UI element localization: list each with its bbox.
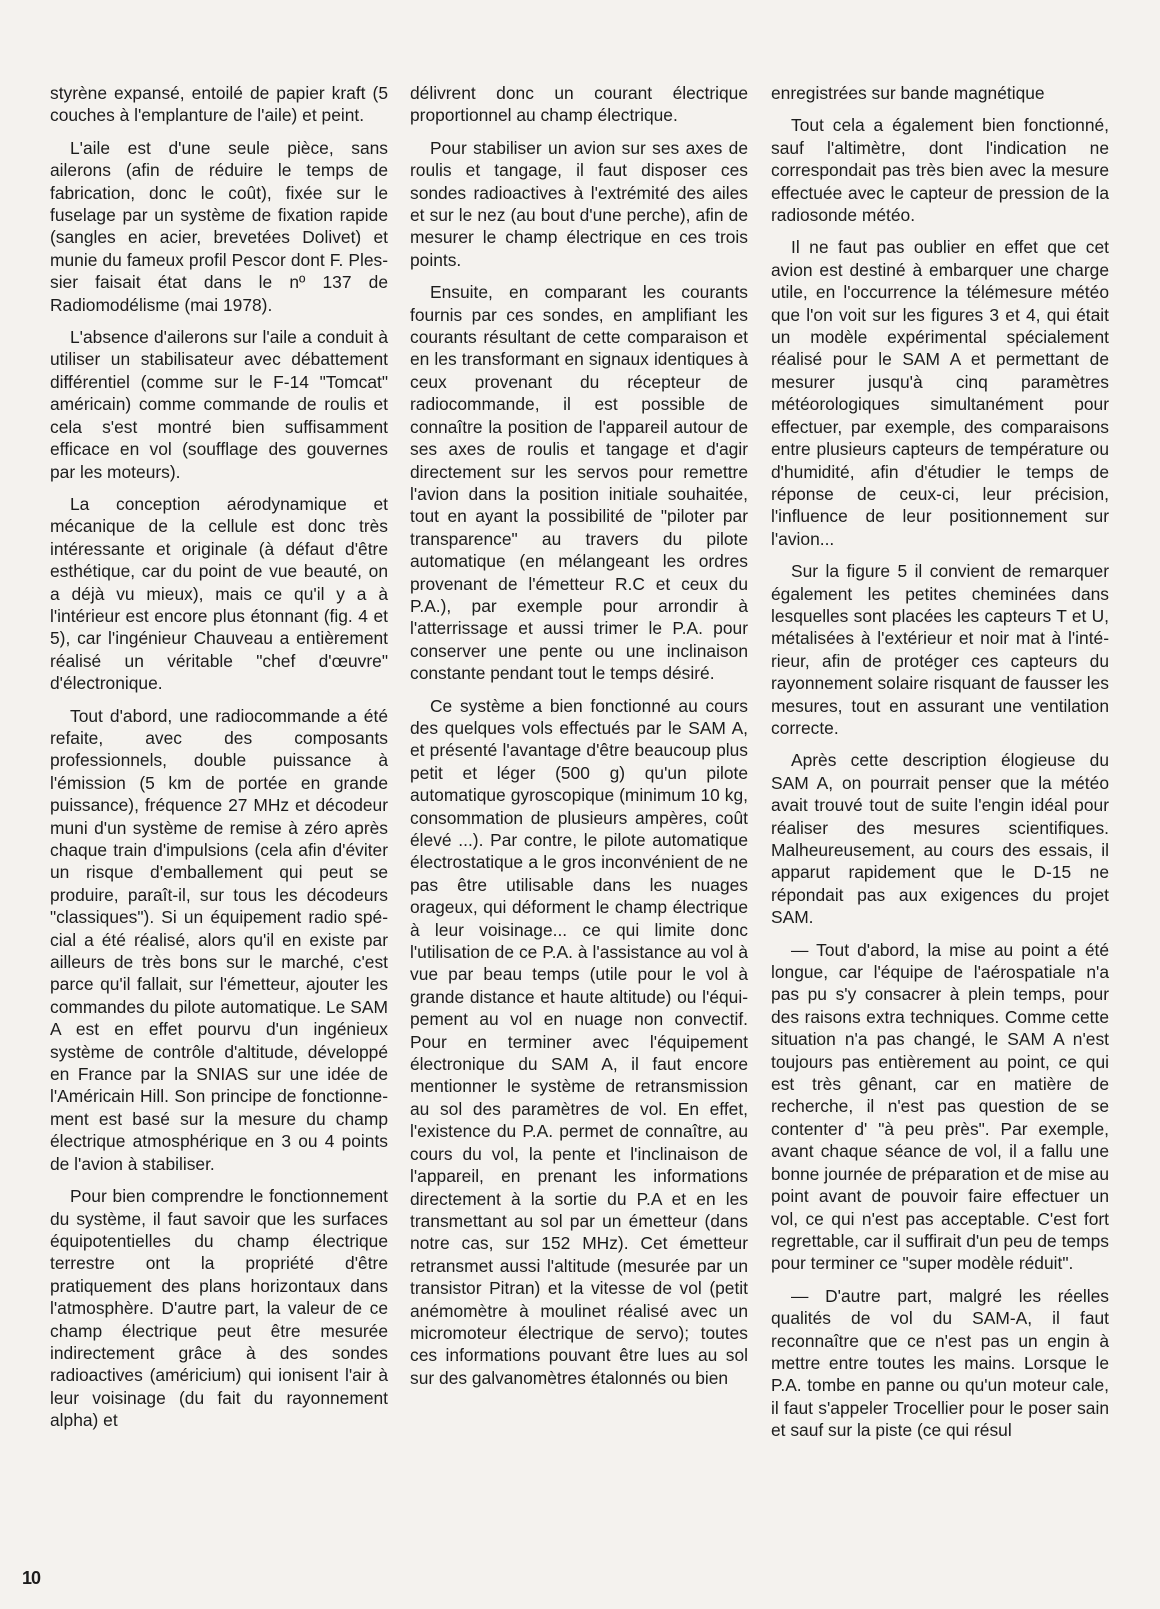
paragraph: Ce système a bien fonctionné au cours des quelques vols effectués par le SAM A, et présenté l'avantage d'être beaucoup plus petit et léger (500 g) qu'un pilote automatique gyroscopique (minimum 10 kg, consommation de plusieurs ampères, coût élevé ...). Par contre, le pilote automatique électrostatique a le gros inconvénient de ne pas être utilisable dans les nuages orageux, qui déforment le champ électrique à leur voisinage... ce qui limite donc l'utilisation de ce P.A. à l'assistance au vol à vue par beau temps (utile pour le vol à grande distance et haute altitude) ou l'équipement au vol en nuage non convectif. Pour en terminer avec l'équipement électronique du SAM A, il faut encore mentionner le système de retransmission au sol des paramètres de vol. En effet, l'existence du P.A. permet de connaître, au cours du vol, la pente et l'inclinaison de l'appareil, en prenant les informations directement à la sortie du P.A et en les transmettant au sol par un émetteur (dans notre cas, sur 152 MHz). Cet émetteur retransmet aussi l'altitude (mesurée par un transistor Pitran) et la vitesse de vol (petit anémomètre à moulinet réalisé avec un micromoteur électrique de servo); toutes ces informations pouvant être lues au sol sur des galvanomètres étalonnés ou bien [410, 695, 748, 1388]
paragraph: délivrent donc un courant électrique proportionnel au champ électrique. [410, 83, 748, 126]
text-column-2 [410, 82, 748, 1399]
paragraph: Tout cela a également bien fonctionné, sauf l'altimètre, dont l'indication ne correspondait pas très bien avec la mesure effectuée avec le capteur de pression de la radiosonde météo. [771, 115, 1109, 226]
paragraph: Il ne faut pas oublier en effet que cet avion est destiné à embarquer une charge utile, en l'occurrence la télémesure météo que l'on voit sur les figures 3 et 4, qui était un modèle expérimental spécialement réalisé pour le SAM A et permettant de mesurer jusqu'à cinq paramètres météorologiques simultanément pour effectuer, par exemple, des comparaisons entre plusieurs capteurs de température ou d'humidité, afin d'étudier le temps de réponse de ceux-ci, leur précision, l'influence de leur positionnement sur l'avion... [771, 237, 1109, 549]
paragraph: Tout d'abord, une radiocommande a été refaite, avec des composants professionnels, double puissance à l'émission (5 km de portée en grande puissance), fréquence 27 MHz et décodeur muni d'un système de remise à zéro après chaque train d'impulsions (cela afin d'éviter un risque d'emballement qui peut se produire, paraît-il, sur tous les décodeurs "classiques"). Si un équipement radio spécial a été réalisé, alors qu'il en existe par ailleurs de très bons sur le marché, c'est parce qu'il fallait, sur l'émetteur, ajouter les commandes du pilote automatique. Le SAM A est en effet pourvu d'un ingénieux système de contrôle d'altitude, développé en France par la SNIAS sur une idée de l'Américain Hill. Son principe de fonctionnement est basé sur la mesure du champ électrique atmosphérique en 3 ou 4 points de l'avion à stabiliser. [50, 705, 388, 1174]
paragraph: L'aile est d'une seule pièce, sans ailerons (afin de réduire le temps de fabrication, donc le coût), fixée sur le fuselage par un système de fixation rapide (sangles en acier, brevetées Dolivet) et munie du fameux profil Pescor dont F. Plessier faisait état dans le nº 137 de Radiomodélisme (mai 1978). [50, 137, 388, 315]
text-column-1 [50, 82, 388, 1442]
paragraph: styrène expansé, entoilé de papier kraft (5 couches à l'emplanture de l'aile) et peint. [50, 83, 388, 126]
paragraph: Sur la figure 5 il convient de remarquer également les petites cheminées dans lesquelles sont placées les capteurs T et U, métalisées à l'extérieur et noir mat à l'intérieur, afin de protéger ces capteurs du rayonnement solaire risquant de fausser les mesures, tout en assurant une ventilation correcte. [771, 561, 1109, 738]
paragraph: Après cette description élogieuse du SAM A, on pourrait penser que la météo avait trouvé tout de suite l'engin idéal pour réaliser des mesures scientifiques. Malheureusement, au cours des essais, il apparut rapidement que le D-15 ne répondait pas aux exigences du projet SAM. [771, 750, 1109, 928]
paragraph: — Tout d'abord, la mise au point a été longue, car l'équipe de l'aérospatiale n'a pas pu s'y consacrer à plein temps, pour des raisons extra techniques. Comme cette situation n'a pas changé, le SAM A n'est toujours pas entièrement au point, ce qui est très gênant, car en matière de recherche, il n'est pas question de se contenter d' "à peu près". Par exemple, avant chaque séance de vol, il a fallu une bonne journée de préparation et de mise au point avant de pouvoir faire effectuer un vol, ce qui n'est pas acceptable. C'est fort regrettable, car il suffirait d'un peu de temps pour terminer ce "super modèle réduit". [771, 939, 1109, 1274]
text-column-3 [771, 82, 1109, 1452]
paragraph: — D'autre part, malgré les réelles qualités de vol du SAM-A, il faut reconnaître que ce n'est pas un engin à mettre entre toutes les mains. Lorsque le P.A. tombe en panne ou qu'un moteur cale, il faut s'appeler Trocellier pour le poser sain et sauf sur la piste (ce qui résul [771, 1285, 1109, 1441]
paragraph: Ensuite, en comparant les courants fournis par ces sondes, en amplifiant les courants résultant de cette comparaison et en les transformant en signaux identiques à ceux provenant du récepteur de radiocommande, il est possible de connaître la position de l'appareil autour de ses axes de roulis et tangage et d'agir directement sur les servos pour remettre l'avion dans la position initiale souhaitée, tout en ayant la possibilité de "piloter par transparence" au travers du pilote automatique (en mélangeant les ordres provenant de l'émetteur R.C et ceux du P.A.), par exemple pour arrondir à l'atterrissage et aussi trimer le P.A. pour conserver une pente ou une inclinaison constante pendant tout le temps désiré. [410, 282, 748, 684]
paragraph: Pour stabiliser un avion sur ses axes de roulis et tangage, il faut disposer ces sondes radioactives à l'extrémité des ailes et sur le nez (au bout d'une perche), afin de mesurer le champ électrique en ces trois points. [410, 137, 748, 270]
paragraph: enregistrées sur bande magnétique [771, 83, 1045, 103]
paragraph: La conception aérodynamique et mécanique de la cellule est donc très intéressante et originale (à défaut d'être esthétique, car du point de vue beauté, on a déjà vu mieux), mais ce qu'il y a à l'intérieur est encore plus étonnant (fig. 4 et 5), car l'ingénieur Chauveau a entièrement réalisé un véritable "chef d'œuvre" d'électronique. [50, 493, 388, 694]
paragraph: Pour bien comprendre le fonctionnement du système, il faut savoir que les surfaces équipotentielles du champ électrique terrestre ont la propriété d'être pratiquement des plans horizontaux dans l'atmosphère. D'autre part, la valeur de ce champ électrique peut être mesurée indirectement grâce à des sondes radioactives (américium) qui ionisent l'air à leur voisinage (du fait du rayonnement alpha) et [50, 1186, 388, 1431]
page-number: 10 [22, 1568, 41, 1588]
paragraph: L'absence d'ailerons sur l'aile a conduit à utiliser un stabilisateur avec débattement différentiel (comme sur le F-14 "Tomcat" américain) comme commande de roulis et cela s'est montré bien suffisamment efficace en vol (soufflage des gouvernes par les moteurs). [50, 327, 388, 482]
